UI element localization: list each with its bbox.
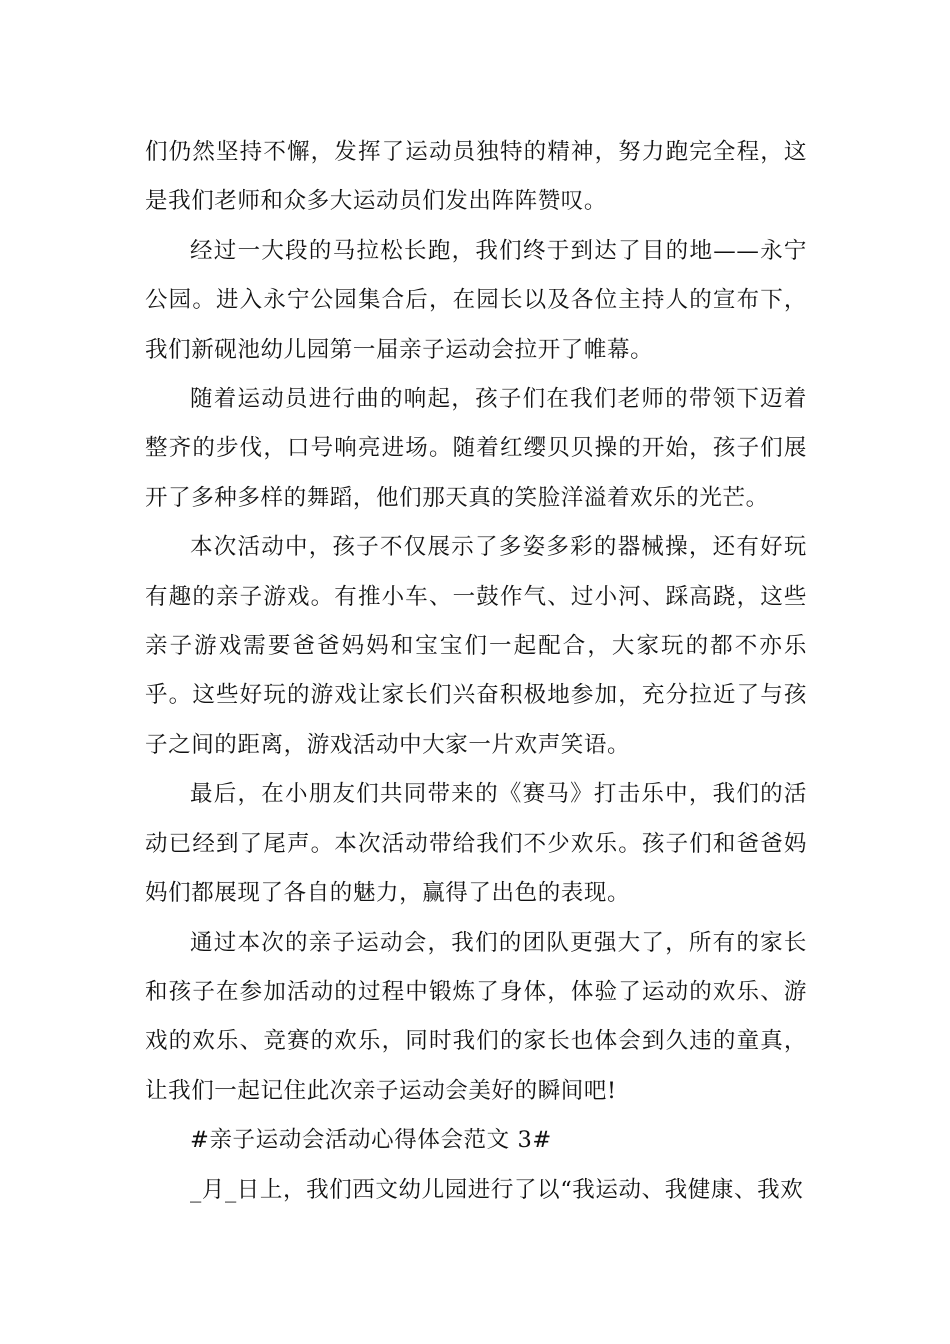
section-heading: #亲子运动会活动心得体会范文 3# [190,1127,552,1154]
paragraph-arrival: 经过一大段的马拉松长跑，我们终于到达了目的地——永宁公园。进入永宁公园集合后，在园长以及各位主持人的宣布下，我们新砚池幼儿园第一届亲子运动会拉开了帷幕。 [145,237,807,363]
paragraph-closing: 最后，在小朋友们共同带来的《赛马》打击乐中，我们的活动已经到了尾声。本次活动带给我们不少欢乐。孩子们和爸爸妈妈们都展现了各自的魅力，赢得了出色的表现。 [145,781,807,907]
paragraph-opening-march: 随着运动员进行曲的响起，孩子们在我们老师的带领下迈着整齐的步伐，口号响亮进场。随着红缨贝贝操的开始，孩子们展开了多种多样的舞蹈，他们那天真的笑脸洋溢着欢乐的光芒。 [145,386,807,511]
paragraph-continued: 们仍然坚持不懈，发挥了运动员独特的精神，努力跑完全程，这是我们老师和众多大运动员们发出阵阵赞叹。 [145,139,807,215]
paragraph-games: 本次活动中，孩子不仅展示了多姿多彩的器械操，还有好玩有趣的亲子游戏。有推小车、一鼓作气、过小河、踩高跷，这些亲子游戏需要爸爸妈妈和宝宝们一起配合，大家玩的都不亦乐乎。这些好玩的游戏让家长们兴奋积极地参加，充分拉近了与孩子之间的距离，游戏活动中大家一片欢声笑语。 [145,534,807,758]
paragraph-next-essay: _月_日上，我们西文幼儿园进行了以“我运动、我健康、我欢 [190,1176,804,1203]
paragraph-summary: 通过本次的亲子运动会，我们的团队更强大了，所有的家长和孩子在参加活动的过程中锻炼了身体，体验了运动的欢乐、游戏的欢乐、竞赛的欢乐，同时我们的家长也体会到久违的童真，让我们一起记住此次亲子运动会美好的瞬间吧! [145,929,807,1104]
document-body [145,128,807,1215]
